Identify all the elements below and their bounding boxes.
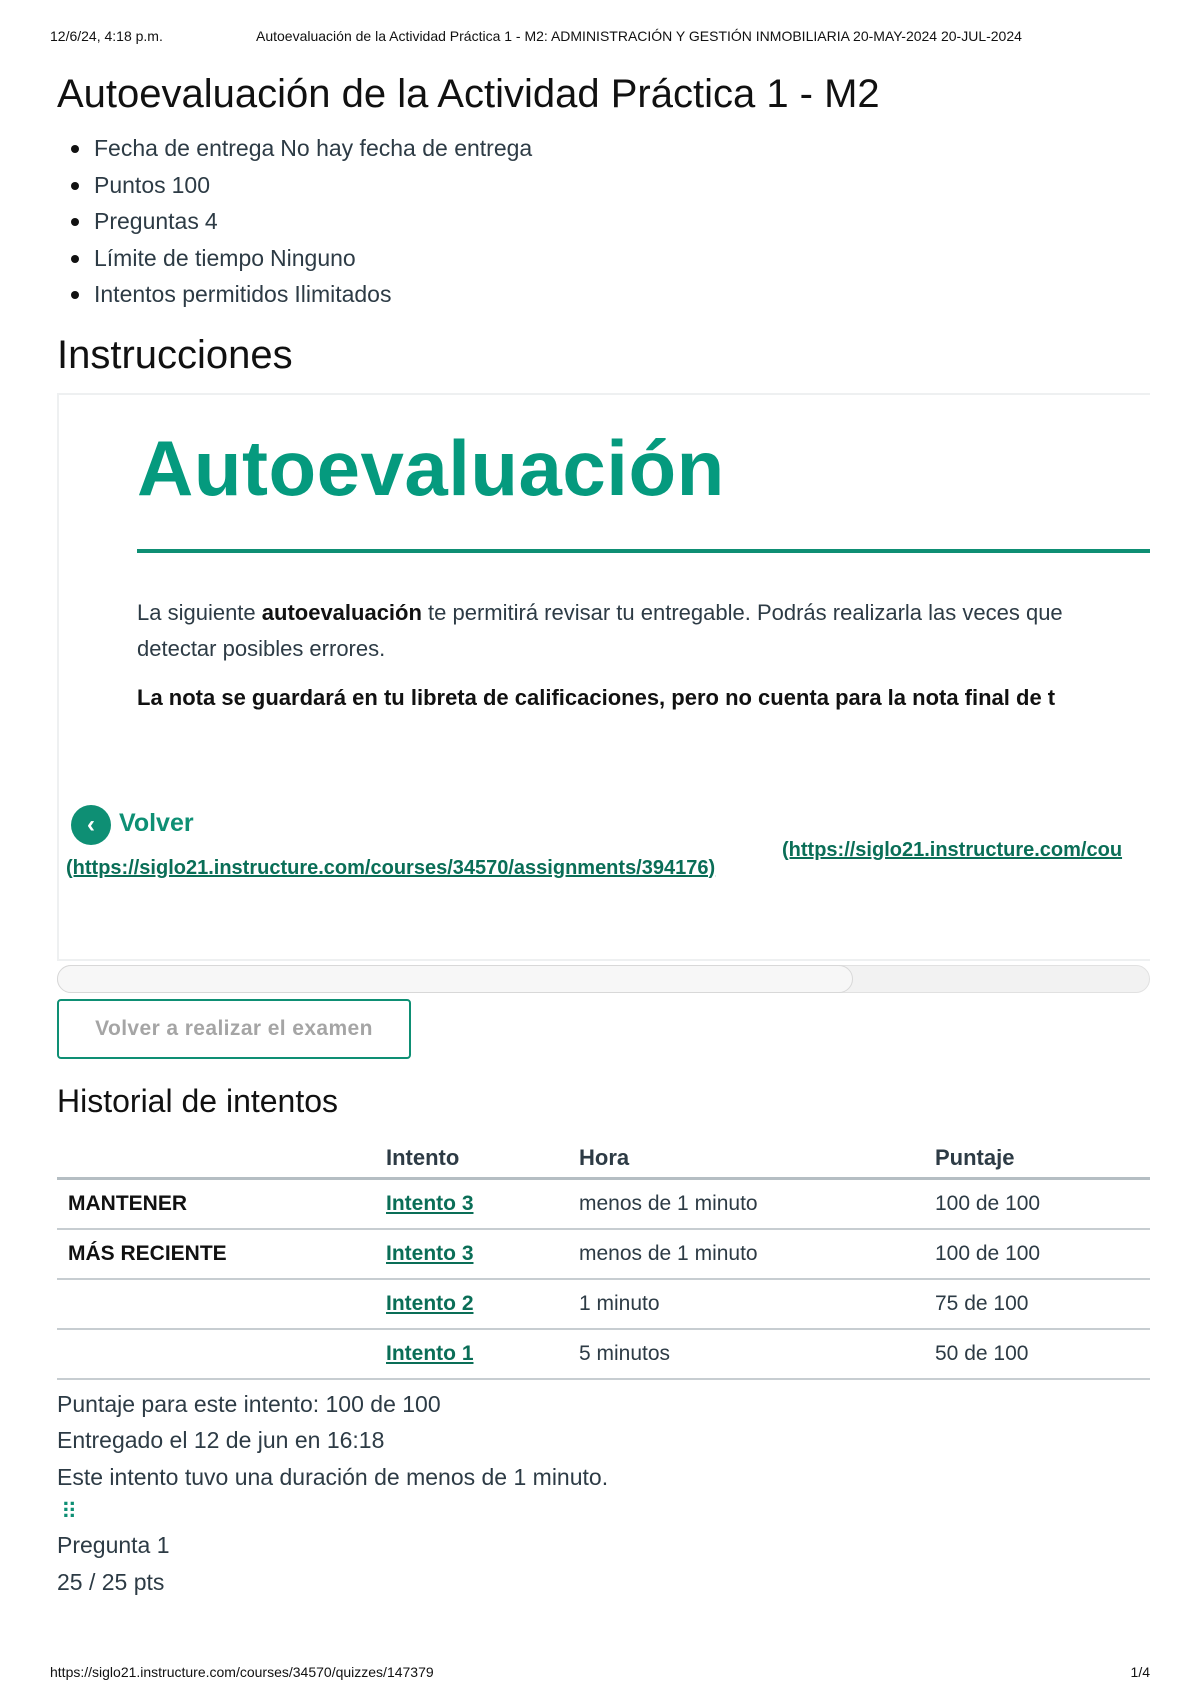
instructions-heading: Instrucciones	[57, 332, 293, 377]
print-header	[50, 28, 1150, 48]
meta-points: Puntos 100	[67, 167, 1150, 204]
row-label: MÁS RECIENTE	[57, 1229, 386, 1279]
attempt-history-heading: Historial de intentos	[57, 1082, 339, 1119]
attempt-submitted: Entregado el 12 de jun en 16:18	[57, 1427, 385, 1453]
table-row	[57, 1179, 1150, 1229]
meta-allowed-attempts: Intentos permitidos Ilimitados	[67, 276, 1150, 313]
column-header-attempt: Intento	[386, 1139, 579, 1179]
row-label: MANTENER	[57, 1179, 386, 1229]
column-header-time: Hora	[579, 1139, 935, 1179]
attempt-duration: Este intento tuvo una duración de menos de 1 minuto.	[57, 1463, 609, 1490]
question-header	[57, 1527, 1150, 1600]
meta-questions: Preguntas 4	[67, 203, 1150, 240]
row-label	[57, 1329, 386, 1379]
print-footer	[50, 1664, 1150, 1684]
instructions-paragraph: La siguiente autoevaluación te permitirá revisar tu entregable. Podrás realizarla las veces que detectar posibles errores.	[137, 599, 1063, 661]
print-date: 12/6/24, 4:18 p.m.	[50, 28, 163, 44]
row-label	[57, 1279, 386, 1329]
attempt-link[interactable]: Intento 2	[386, 1291, 474, 1315]
attempt-time: 5 minutos	[579, 1329, 935, 1379]
attempt-link[interactable]: Intento 3	[386, 1241, 474, 1265]
meta-due-date: Fecha de entrega No hay fecha de entrega	[67, 130, 1150, 167]
back-label[interactable]: Volver	[119, 808, 194, 837]
print-url: https://siglo21.instructure.com/courses/34570/quizzes/147379	[50, 1664, 434, 1680]
table-row	[57, 1229, 1150, 1279]
attempt-score: 75 de 100	[935, 1279, 1150, 1329]
page-title: Autoevaluación de la Actividad Práctica 1 - M2	[57, 72, 880, 116]
grade-note: La nota se guardará en tu libreta de calificaciones, pero no cuenta para la nota final de t	[137, 684, 1056, 710]
instructions-frame[interactable]	[57, 393, 1150, 961]
attempt-time: menos de 1 minuto	[579, 1229, 935, 1279]
attempt-summary	[57, 1386, 1150, 1496]
attempt-score: 100 de 100	[935, 1229, 1150, 1279]
horizontal-scrollbar[interactable]	[57, 963, 1150, 995]
table-row	[57, 1279, 1150, 1329]
back-link-url[interactable]: (https://siglo21.instructure.com/courses/34570/assignments/394176)	[66, 856, 716, 879]
print-doc-title: Autoevaluación de la Actividad Práctica 1 - M2: ADMINISTRACIÓN Y GESTIÓN INMOBILIARIA 20-MAY-2024 20-JUL-2024	[256, 28, 1022, 44]
chevron-left-icon[interactable]: ‹	[71, 805, 111, 845]
question-points: 25 / 25 pts	[57, 1568, 165, 1595]
scrollbar-thumb[interactable]	[57, 965, 853, 993]
column-header	[57, 1139, 386, 1179]
meta-time-limit: Límite de tiempo Ninguno	[67, 240, 1150, 277]
quiz-content	[57, 70, 1150, 1600]
attempt-link[interactable]: Intento 3	[386, 1191, 474, 1215]
quiz-meta-list	[67, 130, 1150, 313]
attempt-time: menos de 1 minuto	[579, 1179, 935, 1229]
table-row	[57, 1329, 1150, 1379]
print-page-number: 1/4	[1130, 1664, 1150, 1680]
table-header-row	[57, 1139, 1150, 1179]
retake-quiz-button[interactable]: Volver a realizar el examen	[57, 999, 411, 1059]
column-header-score: Puntaje	[935, 1139, 1150, 1179]
attempt-score: 100 de 100	[935, 1179, 1150, 1229]
attempt-history-table	[57, 1139, 1150, 1380]
banner-title: Autoevaluación	[137, 423, 725, 512]
attempt-score: 50 de 100	[935, 1329, 1150, 1379]
banner-divider	[137, 549, 1150, 553]
back-link-url-secondary[interactable]: (https://siglo21.instructure.com/cou	[782, 838, 1123, 861]
drag-handle-icon[interactable]: ⠿	[61, 1499, 78, 1524]
attempt-link[interactable]: Intento 1	[386, 1341, 474, 1365]
question-title: Pregunta 1	[57, 1532, 170, 1558]
attempt-score-summary: Puntaje para este intento: 100 de 100	[57, 1390, 441, 1417]
attempt-time: 1 minuto	[579, 1279, 935, 1329]
